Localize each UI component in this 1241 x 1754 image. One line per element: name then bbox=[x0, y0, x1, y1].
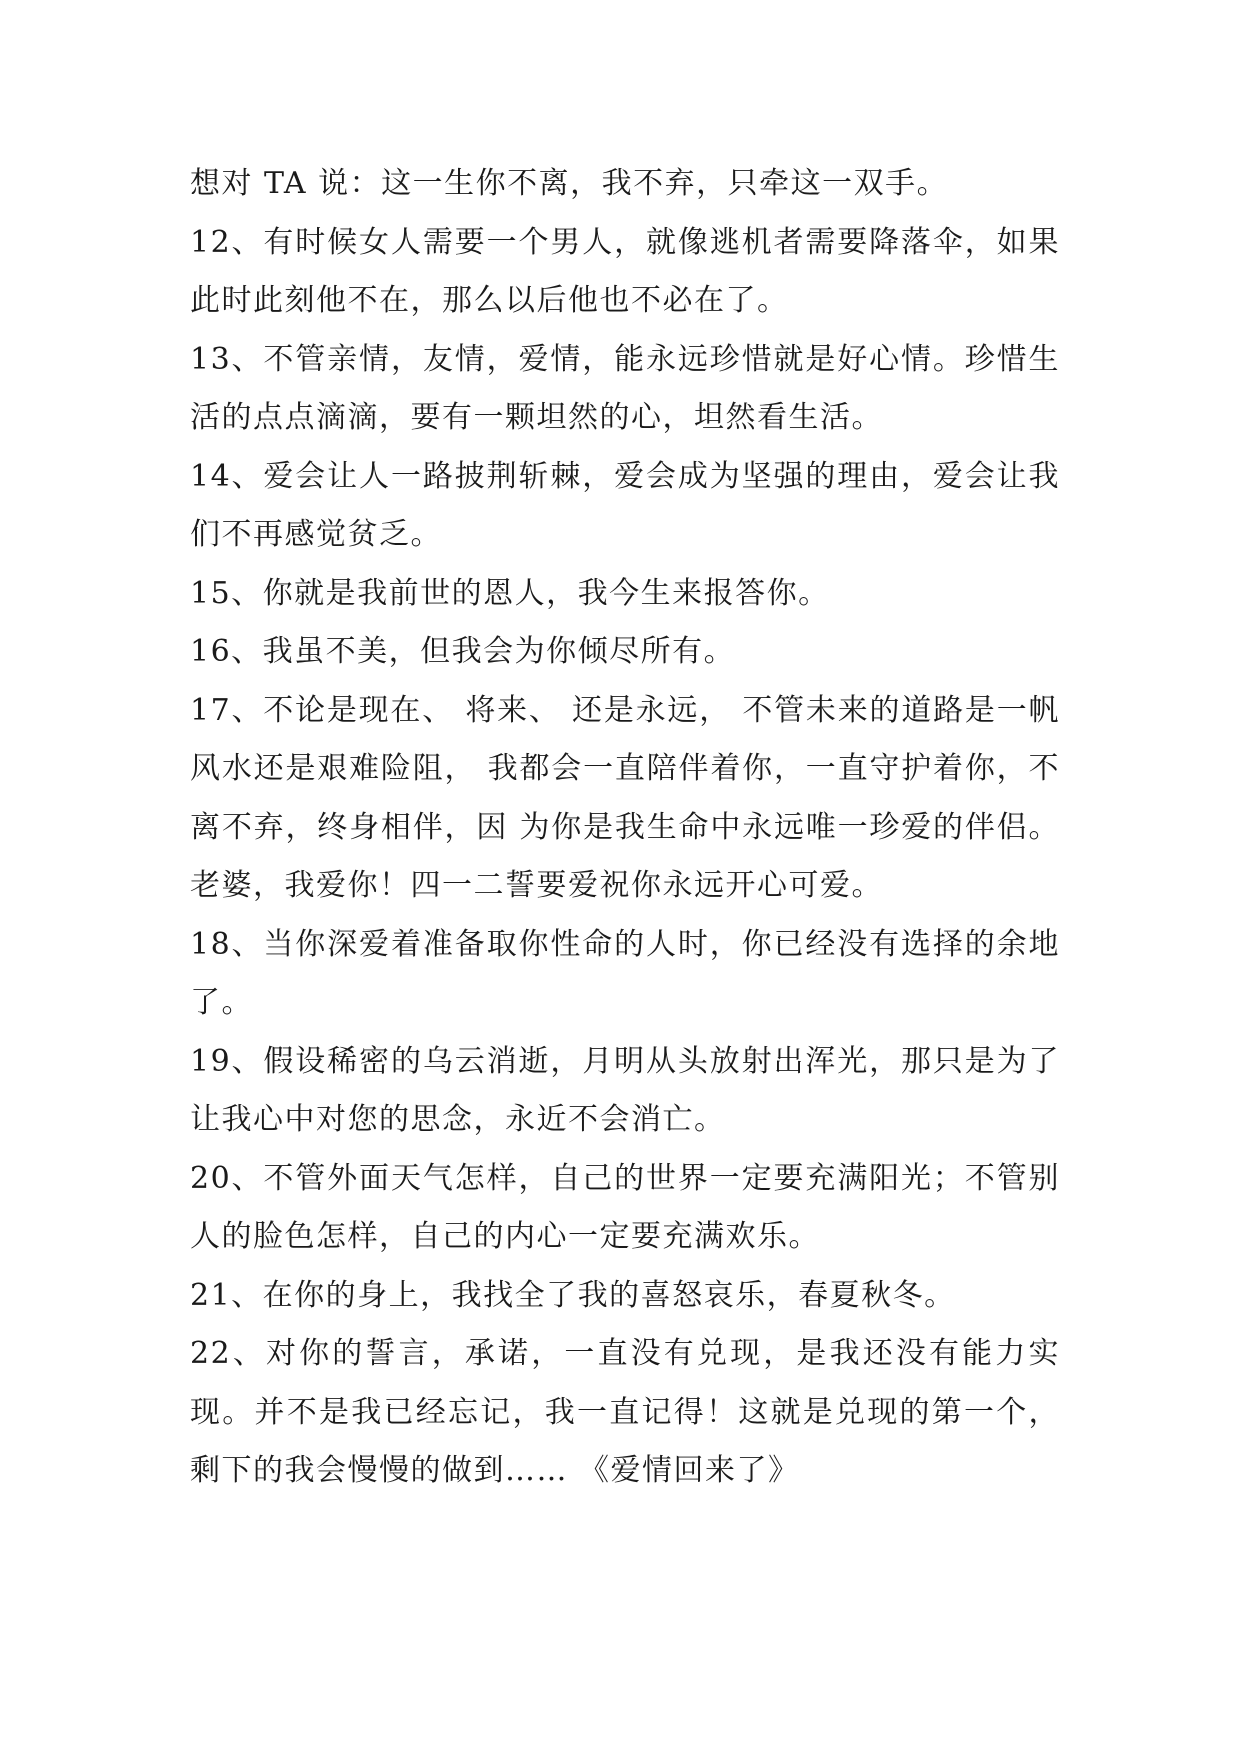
paragraph-16: 16、我虽不美，但我会为你倾尽所有。 bbox=[190, 634, 736, 669]
paragraph-21: 21、在你的身上，我找全了我的喜怒哀乐，春夏秋冬。 bbox=[190, 1277, 956, 1313]
paragraph-20: 20、不管外面天气怎样，自己的世界一定要充满阳光；不管别人的脸色怎样，自己的内心一定要充满欢乐。 bbox=[190, 1160, 1060, 1254]
paragraph-intro: 想对 TA 说：这一生你不离，我不弃，只牵这一双手。 bbox=[190, 166, 949, 201]
paragraph-15: 15、你就是我前世的恩人，我今生来报答你。 bbox=[190, 575, 830, 611]
paragraph-19: 19、假设稀密的乌云消逝，月明从头放射出浑光，那只是为了让我心中对您的思念，永近不会消亡。 bbox=[190, 1043, 1060, 1137]
paragraph-12: 12、有时候女人需要一个男人，就像逃机者需要降落伞，如果此时此刻他不在，那么以后他也不必在了。 bbox=[190, 224, 1060, 318]
paragraph-13: 13、不管亲情，友情，爱情，能永远珍惜就是好心情。珍惜生活的点点滴滴，要有一颗坦然的心，坦然看生活。 bbox=[190, 341, 1060, 435]
paragraph-18: 18、当你深爱着准备取你性命的人时，你已经没有选择的余地了。 bbox=[190, 926, 1060, 1020]
paragraph-22: 22、对你的誓言，承诺，一直没有兑现，是我还没有能力实现。并不是我已经忘记，我一直记得！这就是兑现的第一个，剩下的我会慢慢的做到…… 《爱情回来了》 bbox=[190, 1336, 1060, 1488]
document-body bbox=[190, 155, 1060, 1501]
paragraph-17: 17、不论是现在、 将来、 还是永远， 不管未来的道路是一帆风水还是艰难险阻， 我都会一直陪伴着你，一直守护着你，不离不弃，终身相伴，因 为你是我生命中永远唯一珍爱的伴侣。老婆，我爱你！四一二誓要爱祝你永远开心可爱。 bbox=[190, 692, 1060, 903]
paragraph-14: 14、爱会让人一路披荆斩棘，爱会成为坚强的理由，爱会让我们不再感觉贫乏。 bbox=[190, 458, 1060, 552]
